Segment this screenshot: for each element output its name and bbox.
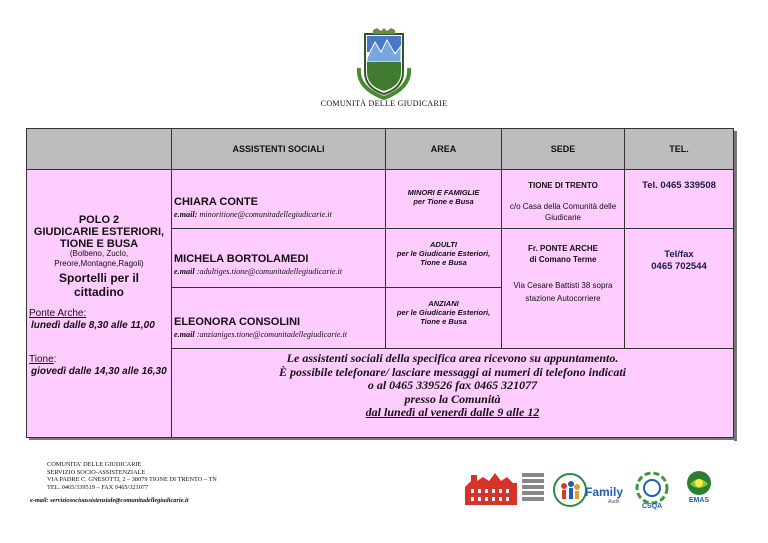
area-line: Tione e Busa	[420, 317, 467, 326]
area-line: MINORI E FAMIGLIE	[407, 188, 480, 197]
note-line: presso la Comunità	[404, 391, 501, 406]
assistente-name: CHIARA CONTE	[174, 196, 258, 208]
area-cell	[385, 228, 502, 288]
area-text	[386, 240, 501, 267]
tel-ponte	[625, 249, 733, 273]
area-line: per le Giudicarie Esteriori,	[396, 308, 491, 317]
header-area: AREA	[385, 128, 502, 170]
area-cell	[385, 169, 502, 229]
note-text	[172, 352, 733, 420]
tel-tione: Tel. 0465 339508	[642, 180, 716, 191]
crest-logo	[355, 28, 413, 100]
assistente-email	[174, 267, 342, 276]
footer-email[interactable]: e-mail: serviziosocioassistenziale@comunitadellegiudicarie.it	[30, 497, 189, 504]
assistente-email	[174, 210, 332, 219]
family-sub: Audit	[608, 499, 620, 505]
email-address[interactable]: minoritione@comunitadellegiudicarie.it	[199, 210, 332, 219]
sede-line: stazione Autocorriere	[525, 294, 601, 303]
red-building-logo	[463, 469, 519, 507]
sede-tione-title: TIONE DI TRENTO	[528, 181, 598, 190]
services-table	[26, 128, 736, 440]
wordmark-block-logo	[521, 472, 547, 506]
polo-title	[27, 214, 171, 269]
polo-title-line: TIONE E BUSA	[59, 238, 139, 250]
polo-cell	[26, 169, 172, 438]
footer-line: VIA PADRE C. GNESOTTI, 2 – 38079 TIONE DI TRENTO – TN	[47, 476, 217, 484]
sede-tione-address	[502, 201, 624, 223]
email-label: e.mail	[174, 330, 195, 339]
area-line: ANZIANI	[428, 299, 459, 308]
header-sede: SEDE	[501, 128, 625, 170]
area-line: Tione e Busa	[420, 258, 467, 267]
note-line: Le assistenti sociali della specifica area ricevono su appuntamento.	[286, 351, 619, 365]
table-row-assistente	[171, 228, 386, 288]
email-label: e.mail:	[174, 210, 198, 219]
email-address[interactable]: :anzianiges.tione@comunitadellegiudicarie.it	[196, 330, 348, 339]
email-address[interactable]: :adultiges.tione@comunitadellegiudicarie.it	[196, 267, 343, 276]
footer-line: COMUNITA' DELLE GIUDICARIE	[47, 461, 142, 468]
footer-line: SERVIZIO SOCIO-ASSISTENZIALE	[47, 468, 146, 476]
tel-line: 0465 702544	[651, 261, 707, 272]
sportelli-title	[27, 271, 171, 299]
sede-ponte-address	[502, 279, 624, 305]
csqa-ring-icon	[634, 470, 670, 506]
polo-title-line: GIUDICARIE ESTERIORI,	[33, 226, 165, 238]
footer-address	[47, 461, 217, 491]
note-line: o al 0465 339526 fax 0465 321077	[367, 378, 538, 392]
area-text	[386, 299, 501, 326]
area-line: per le Giudicarie Esteriori,	[396, 249, 491, 258]
emas-logo	[680, 470, 718, 516]
csqa-text: CSQA	[642, 503, 663, 510]
note-line: È possibile telefonare/ lasciare messaggi ai numeri di telefono indicati	[279, 364, 626, 379]
footer-line: TEL. 0465/339519 – FAX 0465/321077	[47, 483, 149, 491]
assistente-name: ELEONORA CONSOLINI	[174, 316, 301, 328]
ponte-arche-label: Ponte Arche:	[29, 308, 87, 319]
sede-ponte-title	[502, 243, 624, 265]
sede-line: c/o Casa della Comunità delle	[509, 202, 617, 211]
sportelli-line: Sportelli per il	[58, 271, 139, 285]
sede-cell-tione	[501, 169, 625, 229]
sede-line: Giudicarie	[544, 213, 581, 222]
tione-label: Tione	[29, 354, 54, 365]
family-audit-logo	[552, 471, 628, 511]
assistente-email	[174, 330, 347, 339]
tel-line: Tel/fax	[664, 249, 694, 260]
sede-cell-ponte	[501, 228, 625, 349]
note-line: dal lunedì al venerdì dalle 9 alle 12	[365, 405, 540, 419]
email-label: e.mail	[174, 267, 195, 276]
header-tel: TEL.	[624, 128, 734, 170]
polo-title-line: POLO 2	[78, 214, 120, 226]
table-row-assistente	[171, 169, 386, 229]
tel-cell-ponte	[624, 228, 734, 349]
area-line: per Tione e Busa	[413, 197, 474, 206]
sportelli-line: cittadino	[74, 285, 124, 299]
sede-line: Via Cesare Battisti 38 sopra	[513, 281, 613, 290]
assistente-name: MICHELA BORTOLAMEDI	[174, 253, 309, 265]
area-cell	[385, 287, 502, 349]
header-empty-cell	[26, 128, 172, 170]
appointment-note	[171, 348, 734, 438]
ponte-arche-hours	[29, 308, 169, 332]
family-text: Family	[585, 485, 624, 499]
table-shadow-right	[734, 131, 737, 441]
polo-towns: (Bolbeno, Zuclo, Preore,Montagne,Ragoli)	[54, 249, 144, 268]
tel-cell-tione	[624, 169, 734, 229]
tione-hours: Tione: giovedì dalle 14,30 alle 16,30	[29, 354, 169, 378]
area-text	[386, 188, 501, 206]
emas-text: EMAS	[688, 497, 710, 504]
family-audit-emblem-icon	[552, 471, 588, 509]
organization-name: COMUNITÀ DELLE GIUDICARIE	[320, 99, 448, 108]
csqa-logo	[632, 470, 672, 514]
area-line: ADULTI	[430, 240, 457, 249]
sede-line: di Comano Terme	[529, 255, 597, 264]
tione-time: giovedì dalle 14,30 alle 16,30	[31, 366, 167, 377]
header-assistenti: ASSISTENTI SOCIALI	[171, 128, 386, 170]
ponte-arche-time: lunedì dalle 8,30 alle 11,00	[31, 320, 155, 331]
table-row-assistente	[171, 287, 386, 349]
emas-emblem-icon	[686, 470, 712, 496]
sede-line: Fr. PONTE ARCHE	[528, 244, 598, 253]
